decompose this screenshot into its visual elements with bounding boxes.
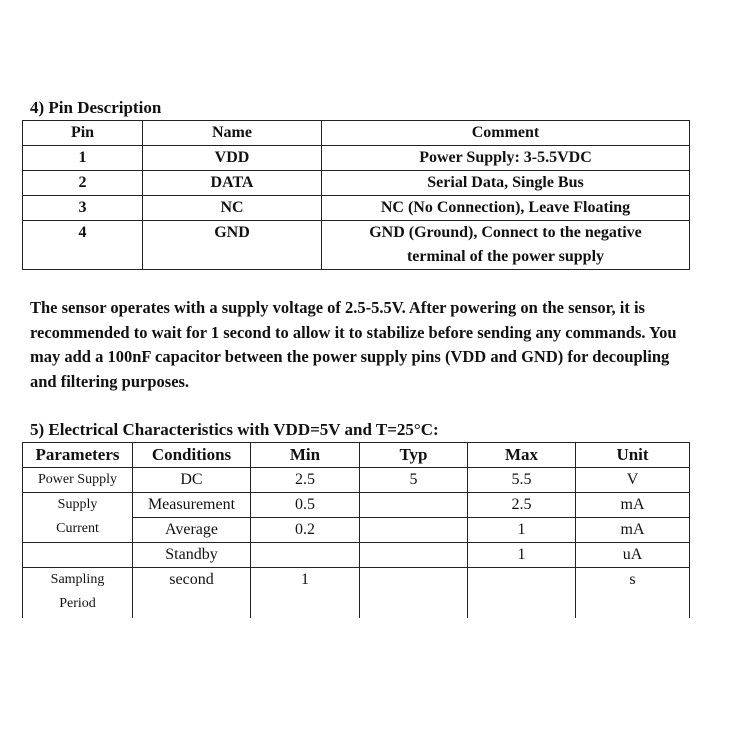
unit-cell: mA [576, 518, 690, 543]
max-cell: 1 [468, 518, 576, 543]
cond-cell: DC [133, 468, 251, 493]
pin-comment [322, 221, 690, 270]
header-typ: Typ [360, 443, 468, 468]
unit-cell: V [576, 468, 690, 493]
typ-cell [360, 568, 468, 619]
min-cell: 0.2 [251, 518, 360, 543]
electrical-characteristics-table [22, 442, 690, 618]
pin-description-table [22, 120, 690, 270]
min-cell: 1 [251, 568, 360, 619]
typ-cell [360, 543, 468, 568]
param-sampling-line-1: Sampling [50, 572, 105, 587]
pin-comment-line-1: GND (Ground), Connect to the negative [369, 224, 642, 241]
header-comment: Comment [322, 121, 690, 146]
header-pin: Pin [23, 121, 143, 146]
typ-cell: 5 [360, 468, 468, 493]
cond-cell: second [133, 568, 251, 619]
min-cell: 0.5 [251, 493, 360, 518]
header-unit: Unit [576, 443, 690, 468]
table-header-row [23, 121, 690, 146]
table-header-row [23, 443, 690, 468]
table-row [23, 493, 690, 518]
pin-number: 4 [23, 221, 143, 270]
pin-number: 2 [23, 171, 143, 196]
param-sampling-line-2: Period [59, 596, 96, 611]
table-row [23, 146, 690, 171]
cond-cell: Average [133, 518, 251, 543]
pin-name: VDD [143, 146, 322, 171]
pin-name: NC [143, 196, 322, 221]
description-paragraph: The sensor operates with a supply voltage of 2.5-5.5V. After powering on the sensor, it is recommended to wait for 1 second to allow it to stabilize before sending any commands. You may add a 100nF capacitor between the power supply pins (VDD and GND) for decoupling and filtering purposes. [30, 298, 677, 391]
pin-name: DATA [143, 171, 322, 196]
max-cell [468, 568, 576, 619]
section-5-title: 5) Electrical Characteristics with VDD=5V and T=25°C: [30, 420, 439, 439]
header-max: Max [468, 443, 576, 468]
header-parameters: Parameters [23, 443, 133, 468]
header-min: Min [251, 443, 360, 468]
min-cell: 2.5 [251, 468, 360, 493]
unit-cell: mA [576, 493, 690, 518]
table-row [23, 221, 690, 270]
typ-cell [360, 493, 468, 518]
max-cell: 2.5 [468, 493, 576, 518]
table-row [23, 196, 690, 221]
header-name: Name [143, 121, 322, 146]
param-supply-current [23, 493, 133, 543]
max-cell: 5.5 [468, 468, 576, 493]
pin-name: GND [143, 221, 322, 270]
unit-cell: s [576, 568, 690, 619]
pin-comment-line-2: terminal of the power supply [406, 248, 605, 265]
table-row [23, 543, 690, 568]
table-row [23, 171, 690, 196]
pin-number: 1 [23, 146, 143, 171]
unit-cell: uA [576, 543, 690, 568]
cond-cell: Measurement [133, 493, 251, 518]
pin-comment: NC (No Connection), Leave Floating [322, 196, 690, 221]
cond-cell: Standby [133, 543, 251, 568]
typ-cell [360, 518, 468, 543]
section-4-title: 4) Pin Description [30, 98, 162, 117]
pin-comment: Serial Data, Single Bus [322, 171, 690, 196]
pin-comment: Power Supply: 3-5.5VDC [322, 146, 690, 171]
min-cell [251, 543, 360, 568]
max-cell: 1 [468, 543, 576, 568]
table-row [23, 468, 690, 493]
param-power-supply: Power Supply [23, 468, 133, 493]
param-sampling-period [23, 568, 133, 619]
pin-number: 3 [23, 196, 143, 221]
header-conditions: Conditions [133, 443, 251, 468]
table-row [23, 568, 690, 619]
param-supply-current-line-2: Current [56, 521, 99, 536]
param-supply-current-line-1: Supply [57, 497, 98, 512]
param-empty-cell [23, 543, 133, 568]
